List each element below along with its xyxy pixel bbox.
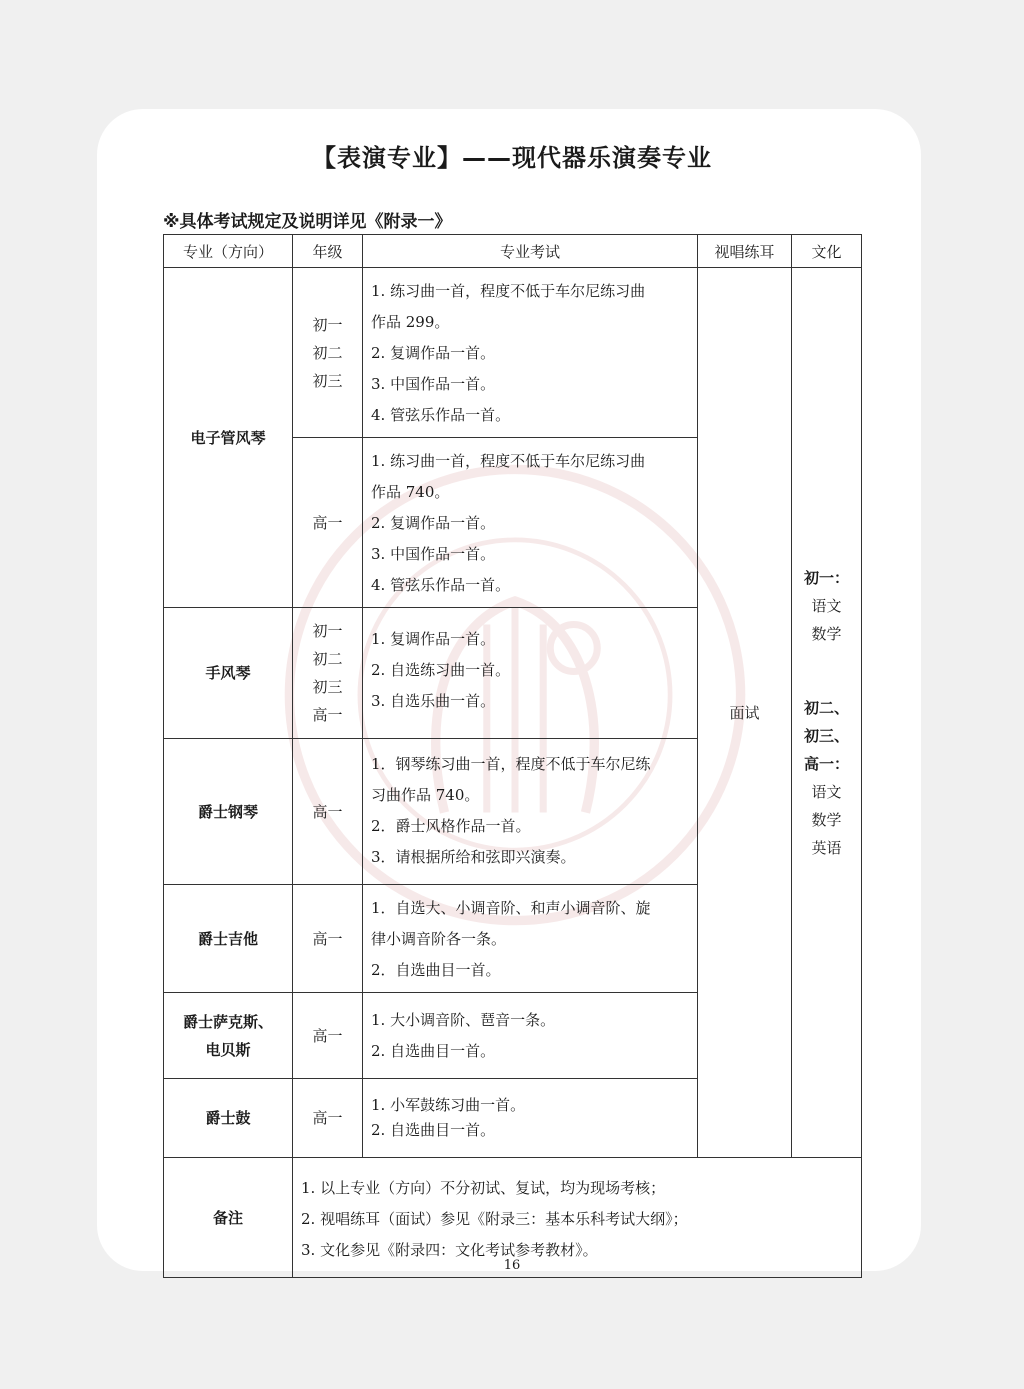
culture-group-heading: 初三、: [803, 726, 849, 745]
exam-cell: [363, 885, 698, 993]
exam-cell: [363, 1079, 698, 1158]
major-electronic-organ: 电子管风琴: [164, 268, 293, 608]
exam-item: 3. 中国作品一首。: [371, 375, 496, 393]
grade-cell: [293, 268, 363, 438]
grade-label: 高一: [312, 1109, 343, 1127]
grade-cell: [293, 608, 363, 739]
sight-singing-cell: 面试: [698, 268, 792, 1158]
grade-label: 初二: [312, 650, 343, 668]
exam-item: 3．请根据所给和弦即兴演奏。: [371, 848, 576, 866]
exam-item: 2．爵士风格作品一首。: [371, 817, 531, 835]
header-sight-singing: 视唱练耳: [698, 235, 792, 268]
remark-item: 3. 文化参见《附录四：文化考试参考教材》。: [301, 1241, 598, 1259]
exam-item: 2. 自选曲目一首。: [371, 1121, 496, 1139]
culture-subject: 数学: [811, 624, 842, 643]
header-major: 专业（方向）: [164, 235, 293, 268]
grade-label: 高一: [312, 706, 343, 724]
header-culture: 文化: [792, 235, 862, 268]
culture-subject: 数学: [811, 810, 842, 829]
exam-item: 1. 练习曲一首，程度不低于车尔尼练习曲: [371, 452, 646, 470]
exam-item: 1. 小军鼓练习曲一首。: [371, 1096, 526, 1114]
exam-item: 2. 复调作品一首。: [371, 514, 496, 532]
exam-cell: [363, 993, 698, 1079]
exam-item: 3. 中国作品一首。: [371, 545, 496, 563]
exam-cell: [363, 739, 698, 885]
header-row: [164, 235, 862, 268]
culture-subject: 语文: [811, 596, 842, 615]
culture-subject: 语文: [811, 782, 842, 801]
exam-item: 4. 管弦乐作品一首。: [371, 576, 511, 594]
table-row: [164, 268, 862, 438]
major-label: 电贝斯: [205, 1040, 251, 1059]
culture-group-heading: 初二、: [803, 698, 849, 717]
grade-label: 初三: [312, 678, 343, 696]
major-accordion: 手风琴: [164, 608, 293, 739]
exam-item: 2. 自选练习曲一首。: [371, 661, 511, 679]
page-title: 【表演专业】——现代器乐演奏专业: [312, 144, 712, 172]
exam-item: 3. 自选乐曲一首。: [371, 692, 496, 710]
exam-item: 4. 管弦乐作品一首。: [371, 406, 511, 424]
grade-cell: [293, 1079, 363, 1158]
exam-item: 2. 自选曲目一首。: [371, 1042, 496, 1060]
culture-cell: [792, 268, 862, 1158]
exam-table: [163, 234, 862, 1278]
grade-cell: [293, 739, 363, 885]
major-jazz-drums: 爵士鼓: [164, 1079, 293, 1158]
exam-item: 1．钢琴练习曲一首，程度不低于车尔尼练: [371, 755, 651, 773]
exam-item: 2．自选曲目一首。: [371, 961, 501, 979]
exam-item: 作品 740。: [371, 483, 450, 501]
grade-cell: [293, 438, 363, 608]
exam-item: 习曲作品 740。: [371, 786, 480, 804]
grade-label: 初三: [312, 371, 343, 390]
grade-label: 高一: [312, 513, 343, 532]
grade-label: 初二: [312, 343, 343, 362]
remarks-label: 备注: [164, 1158, 293, 1278]
remark-item: 2. 视唱练耳（面试）参见《附录三：基本乐科考试大纲》；: [301, 1210, 688, 1228]
exam-item: 作品 299。: [371, 313, 450, 331]
grade-label: 初一: [312, 622, 343, 640]
exam-cell: [363, 438, 698, 608]
major-jazz-piano: 爵士钢琴: [164, 739, 293, 885]
appendix-note: ※具体考试规定及说明详见《附录一》: [163, 212, 452, 232]
major-jazz-guitar: 爵士吉他: [164, 885, 293, 993]
remark-item: 1. 以上专业（方向）不分初试、复试，均为现场考核；: [301, 1179, 666, 1197]
major-jazz-sax-bass: [164, 993, 293, 1079]
grade-label: 初一: [312, 315, 343, 334]
exam-cell: [363, 608, 698, 739]
culture-subject: 英语: [811, 838, 842, 857]
grade-label: 高一: [312, 802, 343, 821]
grade-label: 高一: [312, 1026, 343, 1045]
exam-item: 1. 复调作品一首。: [371, 630, 496, 648]
exam-item: 1. 练习曲一首，程度不低于车尔尼练习曲: [371, 282, 646, 300]
exam-item: 1. 大小调音阶、琶音一条。: [371, 1011, 556, 1029]
page-number: 16: [503, 1258, 521, 1273]
major-label: 爵士萨克斯、: [182, 1012, 273, 1031]
exam-item: 2. 复调作品一首。: [371, 344, 496, 362]
culture-group-heading: 高一：: [803, 754, 849, 773]
grade-cell: [293, 885, 363, 993]
header-grade: 年级: [293, 235, 363, 268]
header-exam: 专业考试: [363, 235, 698, 268]
exam-item: 律小调音阶各一条。: [371, 930, 507, 948]
culture-group-heading: 初一：: [803, 568, 849, 587]
exam-cell: [363, 268, 698, 438]
grade-label: 高一: [312, 929, 343, 948]
exam-item: 1．自选大、小调音阶、和声小调音阶、旋: [371, 899, 651, 917]
grade-cell: [293, 993, 363, 1079]
